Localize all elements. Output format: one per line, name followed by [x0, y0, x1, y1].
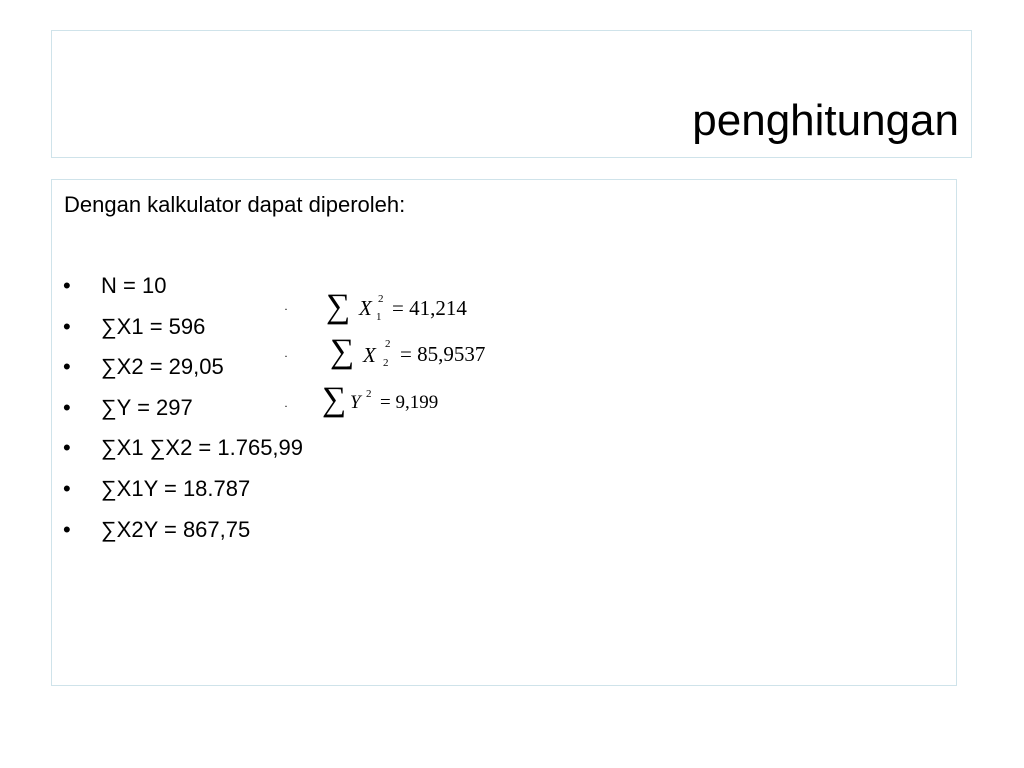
bullet-text: N = 10 [101, 273, 167, 298]
formula-result: = 85,9537 [400, 342, 486, 366]
formula-variable: Y [350, 392, 361, 413]
sigma-symbol: ∑ [330, 333, 355, 370]
sigma-symbol: ∑ [326, 288, 351, 325]
bullet-marker: • [63, 435, 71, 461]
formula-superscript: 2 [378, 293, 384, 305]
bullet-marker: • [63, 313, 71, 339]
formula-sum-y-squared [284, 383, 484, 423]
formula-variable: X [363, 343, 376, 367]
bullet-marker: • [63, 273, 71, 298]
formula-marker: · [284, 302, 288, 316]
formula-subscript: 1 [376, 311, 382, 323]
sigma-symbol: ∑ [322, 381, 347, 418]
bullet-marker: • [63, 394, 71, 420]
bullet-marker: • [63, 475, 71, 501]
formula-subscript: 2 [383, 357, 389, 369]
formula-result: = 9,199 [380, 392, 439, 413]
formula-variable: X [359, 296, 372, 320]
content-placeholder [51, 179, 957, 686]
bullet-text: ∑Y = 297 [101, 394, 193, 420]
slide-title: penghitungan [692, 96, 959, 145]
formula-marker: · [284, 349, 288, 363]
formula-sum-x2-squared [284, 333, 524, 373]
bullet-marker: • [63, 354, 71, 380]
intro-text: Dengan kalkulator dapat diperoleh: [64, 192, 406, 217]
bullet-text: ∑X2 = 29,05 [101, 354, 224, 380]
formula-superscript: 2 [385, 338, 391, 350]
bullet-text: ∑X1 = 596 [101, 313, 206, 339]
bullet-text: ∑X2Y = 867,75 [101, 516, 251, 542]
bullet-marker: • [63, 516, 71, 542]
bullet-text: ∑X1Y = 18.787 [101, 475, 251, 501]
title-placeholder [51, 30, 972, 158]
formula-marker: · [284, 399, 288, 413]
formula-result: = 41,214 [392, 296, 467, 320]
formula-superscript: 2 [366, 388, 372, 400]
formula-sum-x1-squared [284, 288, 504, 328]
bullet-text: ∑X1 ∑X2 = 1.765,99 [101, 435, 304, 461]
